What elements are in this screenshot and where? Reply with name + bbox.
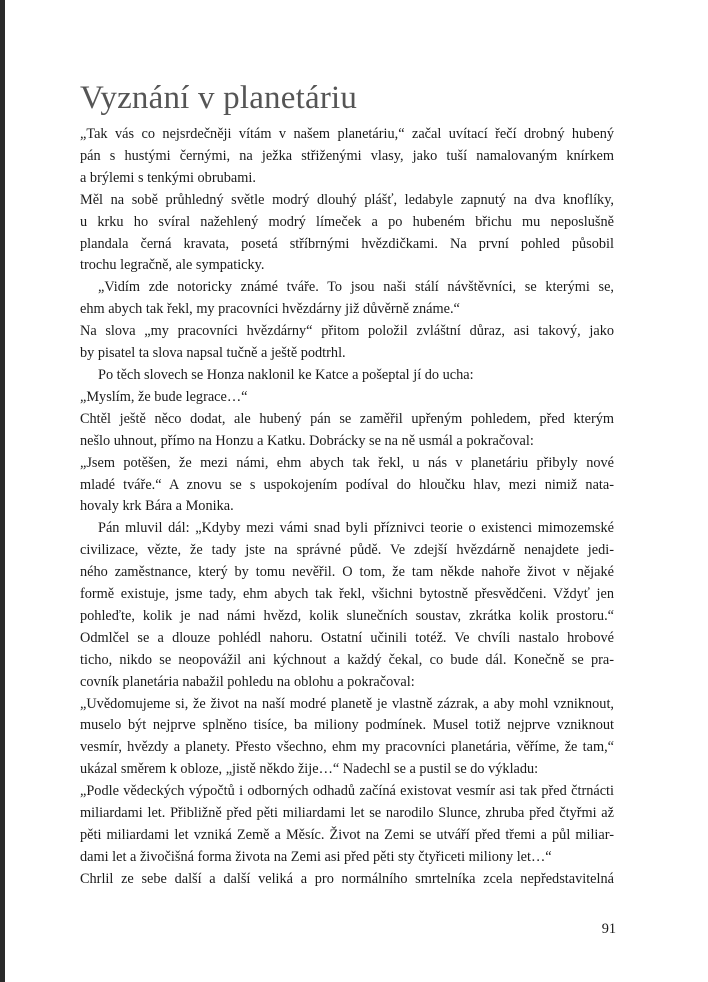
page-spine-edge <box>0 0 5 982</box>
chapter-title: Vyznání v planetáriu <box>80 80 358 116</box>
text-line: „Vidím zde notoricky známé tváře. To jsou naši stálí návštěvníci, se kterými se, <box>98 279 614 296</box>
text-line: „Podle vědeckých výpočtů i odborných odhadů začíná existovat vesmír asi tak před čtrnácti <box>80 783 614 800</box>
text-line: hovaly krk Bára a Monika. <box>80 498 234 515</box>
text-line: trochu legračně, ale sympaticky. <box>80 257 265 274</box>
text-line: u krku ho svíral nažehlený modrý límeček a po hubeném břichu mu neposlušně <box>80 213 614 230</box>
text-line: covník planetária nabažil pohledu na oblohu a pokračoval: <box>80 673 415 690</box>
text-line: ného zaměstnance, který by tomu nevěřil. O tom, že tam někde nahoře život v nějaké <box>80 564 614 581</box>
text-line: miliardami let. Přibližně před pěti miliardami let se narodilo Slunce, zhruba před čtyřmi až <box>80 805 614 822</box>
text-line: nešlo uhnout, přímo na Honzu a Katku. Dobrácky se na ně usmál a pokračoval: <box>80 432 534 449</box>
text-line: a brýlemi s tenkými obrubami. <box>80 169 256 186</box>
text-line: vesmír, hvězdy a planety. Přesto všechno, ehm my pracovníci planetária, věříme, že tam,“ <box>80 739 614 756</box>
text-line: formě existuje, jsme tady, ehm abych tak řekl, všichni bytostně přesvědčeni. Vždyť jen <box>80 586 614 603</box>
text-line: mladé tváře.“ A znovu se s uspokojením podíval do hloučku hlav, mezi nimiž nata- <box>80 476 614 493</box>
text-line: Chrlil ze sebe další a další veliká a pro normálního smrtelníka zcela nepředstavitelná <box>80 870 614 887</box>
text-line: pán s hustými černými, na ježka střiženými vlasy, jako tuší namalovaným knírkem <box>80 147 614 164</box>
text-line: Po těch slovech se Honza naklonil ke Katce a pošeptal jí do ucha: <box>98 366 474 383</box>
text-line: Měl na sobě průhledný světle modrý dlouhý plášť, ledabyle zapnutý na dva knoflíky, <box>80 191 614 208</box>
page-number: 91 <box>601 921 616 937</box>
text-line: ukázal směrem k obloze, „jistě někdo žije…“ Nadechl se a pustil se do výkladu: <box>80 761 539 778</box>
text-line: Odmlčel se a dlouze pohlédl nahoru. Ostatní učinili totéž. Ve chvíli nastalo hrobové <box>80 629 614 646</box>
text-line: plandala černá kravata, posetá stříbrnými hvězdičkami. Na první pohled působil <box>80 235 614 252</box>
text-line: „Tak vás co nejsrdečněji vítám v našem planetáriu,“ začal uvítací řečí drobný hubený <box>80 126 614 142</box>
text-line: pěti miliardami let vzniká Země a Měsíc. Život na Zemi se utváří před třemi a půl miliar- <box>80 827 614 843</box>
text-line: Chtěl ještě něco dodat, ale hubený pán se zaměřil upřeným pohledem, před kterým <box>80 410 614 427</box>
text-line: muselo být nejprve splněno tisíce, ba miliony podmínek. Musel totiž nejprve vzniknout <box>80 717 614 734</box>
text-line: ticho, nikdo se neopovážil ani kýchnout a každý čekal, co bude dál. Konečně se pra- <box>80 651 614 668</box>
text-line: pohleďte, kolik je nad námi hvězd, kolik slunečních soustav, zkrátka kolik prostoru.“ <box>80 607 614 624</box>
text-line: „Jsem potěšen, že mezi námi, ehm abych tak řekl, u nás v planetáriu přibyly nové <box>80 454 614 471</box>
text-line: „Myslím, že bude legrace…“ <box>80 388 248 405</box>
text-line: dami let a živočišná forma života na Zemi asi před pěti sty čtyřiceti miliony let…“ <box>80 848 552 865</box>
body-text <box>80 124 614 891</box>
text-line: „Uvědomujeme si, že život na naší modré planetě je vlastně zázrak, a aby mohl vzniknout, <box>80 695 614 712</box>
text-line: ehm abych tak řekl, my pracovníci hvězdárny již důvěrně známe.“ <box>80 301 460 318</box>
text-line: Pán mluvil dál: „Kdyby mezi vámi snad byli příznivci teorie o existenci mimozemské <box>98 520 614 537</box>
text-line: by pisatel ta slova napsal tučně a ještě podtrhl. <box>80 345 346 362</box>
text-line: civilizace, vězte, že tady jste na správné půdě. Ve zdejší hvězdárně nenajdete jedi- <box>80 542 614 559</box>
text-line: Na slova „my pracovníci hvězdárny“ přitom položil zvláštní důraz, asi takový, jako <box>80 323 614 340</box>
